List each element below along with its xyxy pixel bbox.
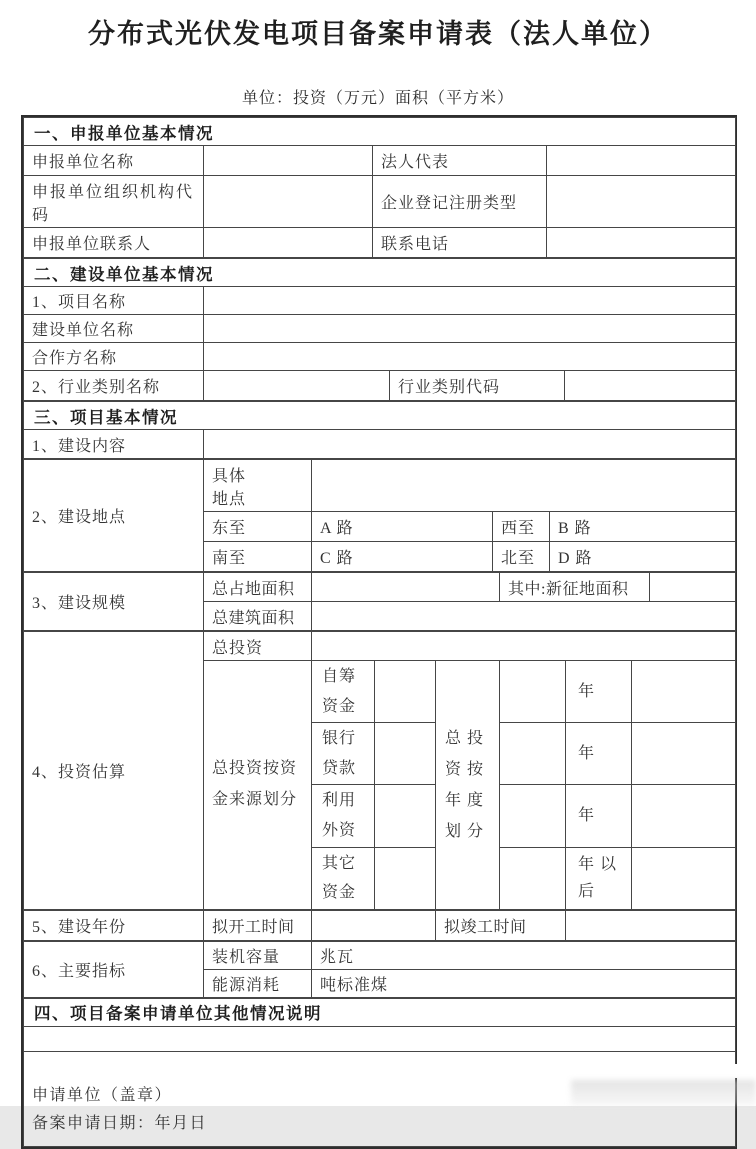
section3-header: 三、项目基本情况 [24, 402, 736, 430]
source-foreign-value[interactable] [375, 785, 436, 847]
date-line: 备案申请日期：年月日 [32, 1114, 208, 1132]
other-notes-area[interactable] [24, 1026, 736, 1051]
unit-note: 单位：投资（万元）面积（平方米） [241, 90, 514, 107]
section4-header: 四、项目备案申请单位其他情况说明 [24, 998, 736, 1026]
scan-shadow [571, 1080, 756, 1106]
source-bank-label: 银行贷款 [312, 723, 375, 785]
south-value[interactable]: C 路 [312, 542, 493, 572]
section2-table [23, 258, 736, 401]
indicators-label: 6、主要指标 [24, 941, 204, 997]
source-self-value[interactable] [375, 661, 436, 723]
building-area-label: 总建筑面积 [204, 602, 312, 631]
contact-person-label: 申报单位联系人 [24, 228, 204, 258]
source-bank-value[interactable] [375, 723, 436, 785]
year-1-label: 年 [566, 661, 632, 723]
section3-table-investment [23, 631, 736, 910]
by-source-label: 总投资按资金来源划分 [204, 661, 312, 910]
scan-fade-artifact [586, 1064, 756, 1078]
year-3-value[interactable] [632, 785, 736, 847]
industry-name-value[interactable] [204, 371, 390, 401]
east-value[interactable]: A 路 [312, 512, 493, 542]
capacity-unit-value[interactable]: 兆瓦 [312, 941, 736, 969]
partner-label: 合作方名称 [24, 343, 204, 371]
year-1-amount[interactable] [500, 661, 566, 723]
new-land-value[interactable] [650, 573, 736, 602]
contact-phone-value[interactable] [547, 228, 736, 258]
year-3-amount[interactable] [500, 785, 566, 847]
construction-content-value[interactable] [204, 430, 736, 459]
contact-phone-label: 联系电话 [373, 228, 547, 258]
finish-time-value[interactable] [566, 910, 736, 940]
declare-unit-name-label: 申报单位名称 [24, 146, 204, 176]
registration-type-value[interactable] [547, 176, 736, 228]
location-label: 2、建设地点 [24, 460, 204, 572]
year-2-amount[interactable] [500, 723, 566, 785]
specific-site-label: 具体地点 [204, 460, 312, 512]
year-after-label: 年 以后 [566, 847, 632, 909]
west-label: 西至 [493, 512, 550, 542]
construction-unit-value[interactable] [204, 315, 736, 343]
seal-line: 申请单位（盖章） [32, 1086, 173, 1104]
south-label: 南至 [204, 542, 312, 572]
year-1-value[interactable] [632, 661, 736, 723]
specific-site-value[interactable] [312, 460, 736, 512]
source-self-label: 自筹资金 [312, 661, 375, 723]
capacity-label: 装机容量 [204, 941, 312, 969]
year-3-label: 年 [566, 785, 632, 847]
construction-unit-label: 建设单位名称 [24, 315, 204, 343]
energy-label: 能源消耗 [204, 969, 312, 997]
schedule-label: 5、建设年份 [24, 910, 204, 940]
year-4-amount[interactable] [500, 847, 566, 909]
year-2-value[interactable] [632, 723, 736, 785]
source-other-value[interactable] [375, 847, 436, 909]
industry-code-label: 行业类别代码 [390, 371, 565, 401]
land-area-label: 总占地面积 [204, 573, 312, 602]
legal-representative-value[interactable] [547, 146, 736, 176]
source-foreign-label: 利用外资 [312, 785, 375, 847]
section3-table-location [23, 459, 736, 572]
total-investment-label: 总投资 [204, 632, 312, 661]
project-name-label: 1、项目名称 [24, 287, 204, 315]
section3-table-indicators [23, 941, 736, 998]
section1-header: 一、申报单位基本情况 [24, 118, 736, 146]
east-label: 东至 [204, 512, 312, 542]
project-name-value[interactable] [204, 287, 736, 315]
new-land-label: 其中:新征地面积 [500, 573, 650, 602]
partner-value[interactable] [204, 343, 736, 371]
page-title: 分布式光伏发电项目备案申请表（法人单位） [88, 19, 668, 49]
legal-representative-label: 法人代表 [373, 146, 547, 176]
west-value[interactable]: B 路 [550, 512, 736, 542]
industry-name-label: 2、行业类别名称 [24, 371, 204, 401]
section3-table-scale [23, 572, 736, 631]
north-value[interactable]: D 路 [550, 542, 736, 572]
start-time-value[interactable] [312, 910, 436, 940]
investment-label: 4、投资估算 [24, 632, 204, 910]
org-code-label: 申报单位组织机构代码 [24, 176, 204, 228]
org-code-value[interactable] [204, 176, 373, 228]
section3-table-content [23, 401, 736, 459]
section3-table-schedule [23, 910, 736, 941]
registration-type-label: 企业登记注册类型 [373, 176, 547, 228]
finish-time-label: 拟竣工时间 [436, 910, 566, 940]
total-investment-value[interactable] [312, 632, 736, 661]
by-year-label: 总投资按年度划分 [436, 661, 500, 910]
construction-content-label: 1、建设内容 [24, 430, 204, 459]
section2-header: 二、建设单位基本情况 [24, 259, 736, 287]
section1-table [23, 117, 736, 258]
application-form-table [21, 115, 737, 1149]
declare-unit-name-value[interactable] [204, 146, 373, 176]
year-2-label: 年 [566, 723, 632, 785]
scale-label: 3、建设规模 [24, 573, 204, 631]
contact-person-value[interactable] [204, 228, 373, 258]
source-other-label: 其它资金 [312, 847, 375, 909]
land-area-value[interactable] [312, 573, 500, 602]
energy-unit-value[interactable]: 吨标准煤 [312, 969, 736, 997]
north-label: 北至 [493, 542, 550, 572]
year-after-value[interactable] [632, 847, 736, 909]
building-area-value[interactable] [312, 602, 736, 631]
industry-code-value[interactable] [565, 371, 736, 401]
start-time-label: 拟开工时间 [204, 910, 312, 940]
